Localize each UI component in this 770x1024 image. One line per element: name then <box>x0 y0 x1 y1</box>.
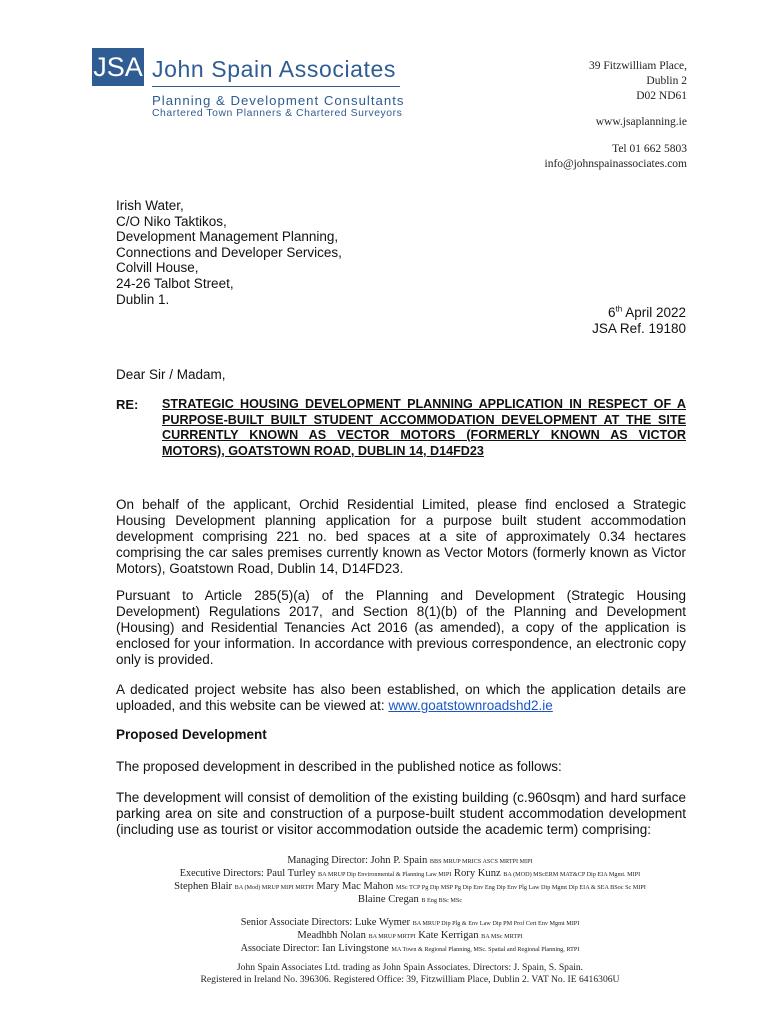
body-paragraph: Pursuant to Article 285(5)(a) of the Planning and Development (Strategic Housing Development) Regulations 2017, and Section 8(1)(b) of the Planning and Development (Housing) and Residential Tenancies Act 2016 (as amended), a copy of the application is enclosed for your information. In accordance with previous correspondence, an electronic copy only is provided. <box>116 588 686 667</box>
recipient-line: Irish Water, <box>116 198 184 213</box>
address-line: Dublin 2 <box>646 75 687 87</box>
address-line: 39 Fitzwilliam Place, <box>588 60 687 72</box>
company-logo-mark: JSA <box>92 48 144 86</box>
recipient-line: Connections and Developer Services, <box>116 244 342 260</box>
executive-directors-line: Stephen Blair BA (Mod) MRUP MIPI MRTPI Mary Mac Mahon MSc TCP Pg Dip MSP Pg Dip Env Eng Dip Env Plg Law Dip Mgmt Dip EIA & SEA BSoc Sc MIPI <box>174 881 646 892</box>
company-registration-line: Registered in Ireland No. 396306. Registered Office: 39, Fitzwilliam Place, Dublin 2. VAT No. IE 6416306U <box>200 974 620 985</box>
company-name: John Spain Associates <box>152 56 397 82</box>
project-website-link[interactable]: www.goatstownroadshd2.ie <box>388 698 553 713</box>
executive-directors-line: Executive Directors: Paul Turley BA MRUP Dip Environmental & Planning Law MIPI Rory Kunz BA (MOD) MScERM MAT&CP Dip EIA Mgmt. MIPI <box>179 868 641 879</box>
body-paragraph: A dedicated project website has also been established, on which the application details are uploaded, and this website can be viewed at: www.goatstownroadshd2.ie <box>116 682 686 713</box>
company-tagline: Planning & Development Consultants <box>152 93 405 108</box>
executive-directors-line: Blaine Cregan B Eng BSc MSc <box>357 894 463 905</box>
associate-director-line: Associate Director: Ian Livingstone MA Town & Regional Planning, MSc. Spatial and Regional Planning, RTPI <box>240 943 580 954</box>
sender-address <box>589 59 687 104</box>
sender-contact <box>545 142 688 172</box>
sender-website: www.jsaplanning.ie <box>595 116 687 128</box>
company-credentials: Chartered Town Planners & Chartered Surveyors <box>152 108 403 119</box>
senior-associate-directors-line: Senior Associate Directors: Luke Wymer BA MRUP Dip Plg & Env Law Dip PM Prof Cert Env Mgmt MIPI <box>240 917 580 928</box>
company-legal-line: John Spain Associates Ltd. trading as John Spain Associates. Directors: J. Spain, S. Spain. <box>236 962 584 973</box>
recipient-address <box>116 198 342 307</box>
recipient-line: Development Management Planning, <box>116 229 339 245</box>
body-paragraph: The development will consist of demolition of the existing building (c.960sqm) and hard surface parking area on site and construction of a purpose-built student accommodation development (including use as tourist or visitor accommodation outside the academic term) comprising: <box>116 790 686 837</box>
re-label: RE: <box>116 397 139 412</box>
address-line: D02 ND61 <box>636 90 687 102</box>
letter-reference: JSA Ref. 19180 <box>592 321 686 336</box>
senior-associate-directors-line: Meadhbh Nolan BA MRUP MRTPI Kate Kerrigan BA MSc MRTPI <box>297 930 523 941</box>
sender-phone: Tel 01 662 5803 <box>612 143 687 155</box>
logo-divider <box>152 86 400 87</box>
date-and-reference <box>592 305 686 337</box>
body-paragraph: The proposed development in described in the published notice as follows: <box>116 759 562 774</box>
salutation: Dear Sir / Madam, <box>116 367 226 382</box>
sender-email: info@johnspainassociates.com <box>544 158 687 170</box>
recipient-line: 24-26 Talbot Street, <box>116 275 234 291</box>
managing-director-line: Managing Director: John P. Spain BBS MRUP MRICS ASCS MRTPI MIPI <box>287 855 533 866</box>
re-subject: STRATEGIC HOUSING DEVELOPMENT PLANNING APPLICATION IN RESPECT OF A PURPOSE-BUILT BUILT STUDENT ACCOMMODATION DEVELOPMENT AT THE SITE CURRENTLY KNOWN AS VECTOR MOTORS (FORMERLY KNOWN AS VICTOR MOTORS), GOATSTOWN ROAD, DUBLIN 14, D14FD23 <box>162 397 686 458</box>
letterhead-footer <box>120 855 700 986</box>
recipient-line: C/O Niko Taktikos, <box>116 213 227 229</box>
recipient-line: Colvill House, <box>116 260 199 276</box>
recipient-line: Dublin 1. <box>116 291 170 307</box>
letter-date: 6th April 2022 <box>608 304 686 320</box>
section-heading: Proposed Development <box>116 727 267 742</box>
body-paragraph: On behalf of the applicant, Orchid Residential Limited, please find enclosed a Strategic Housing Development planning application for a purpose built student accommodation development comprising 221 no. bed spaces at a site of approximately 0.34 hectares comprising the car sales premises currently known as Vector Motors (formerly known as Victor Motors), Goatstown Road, Dublin 14, D14FD23. <box>116 497 686 576</box>
